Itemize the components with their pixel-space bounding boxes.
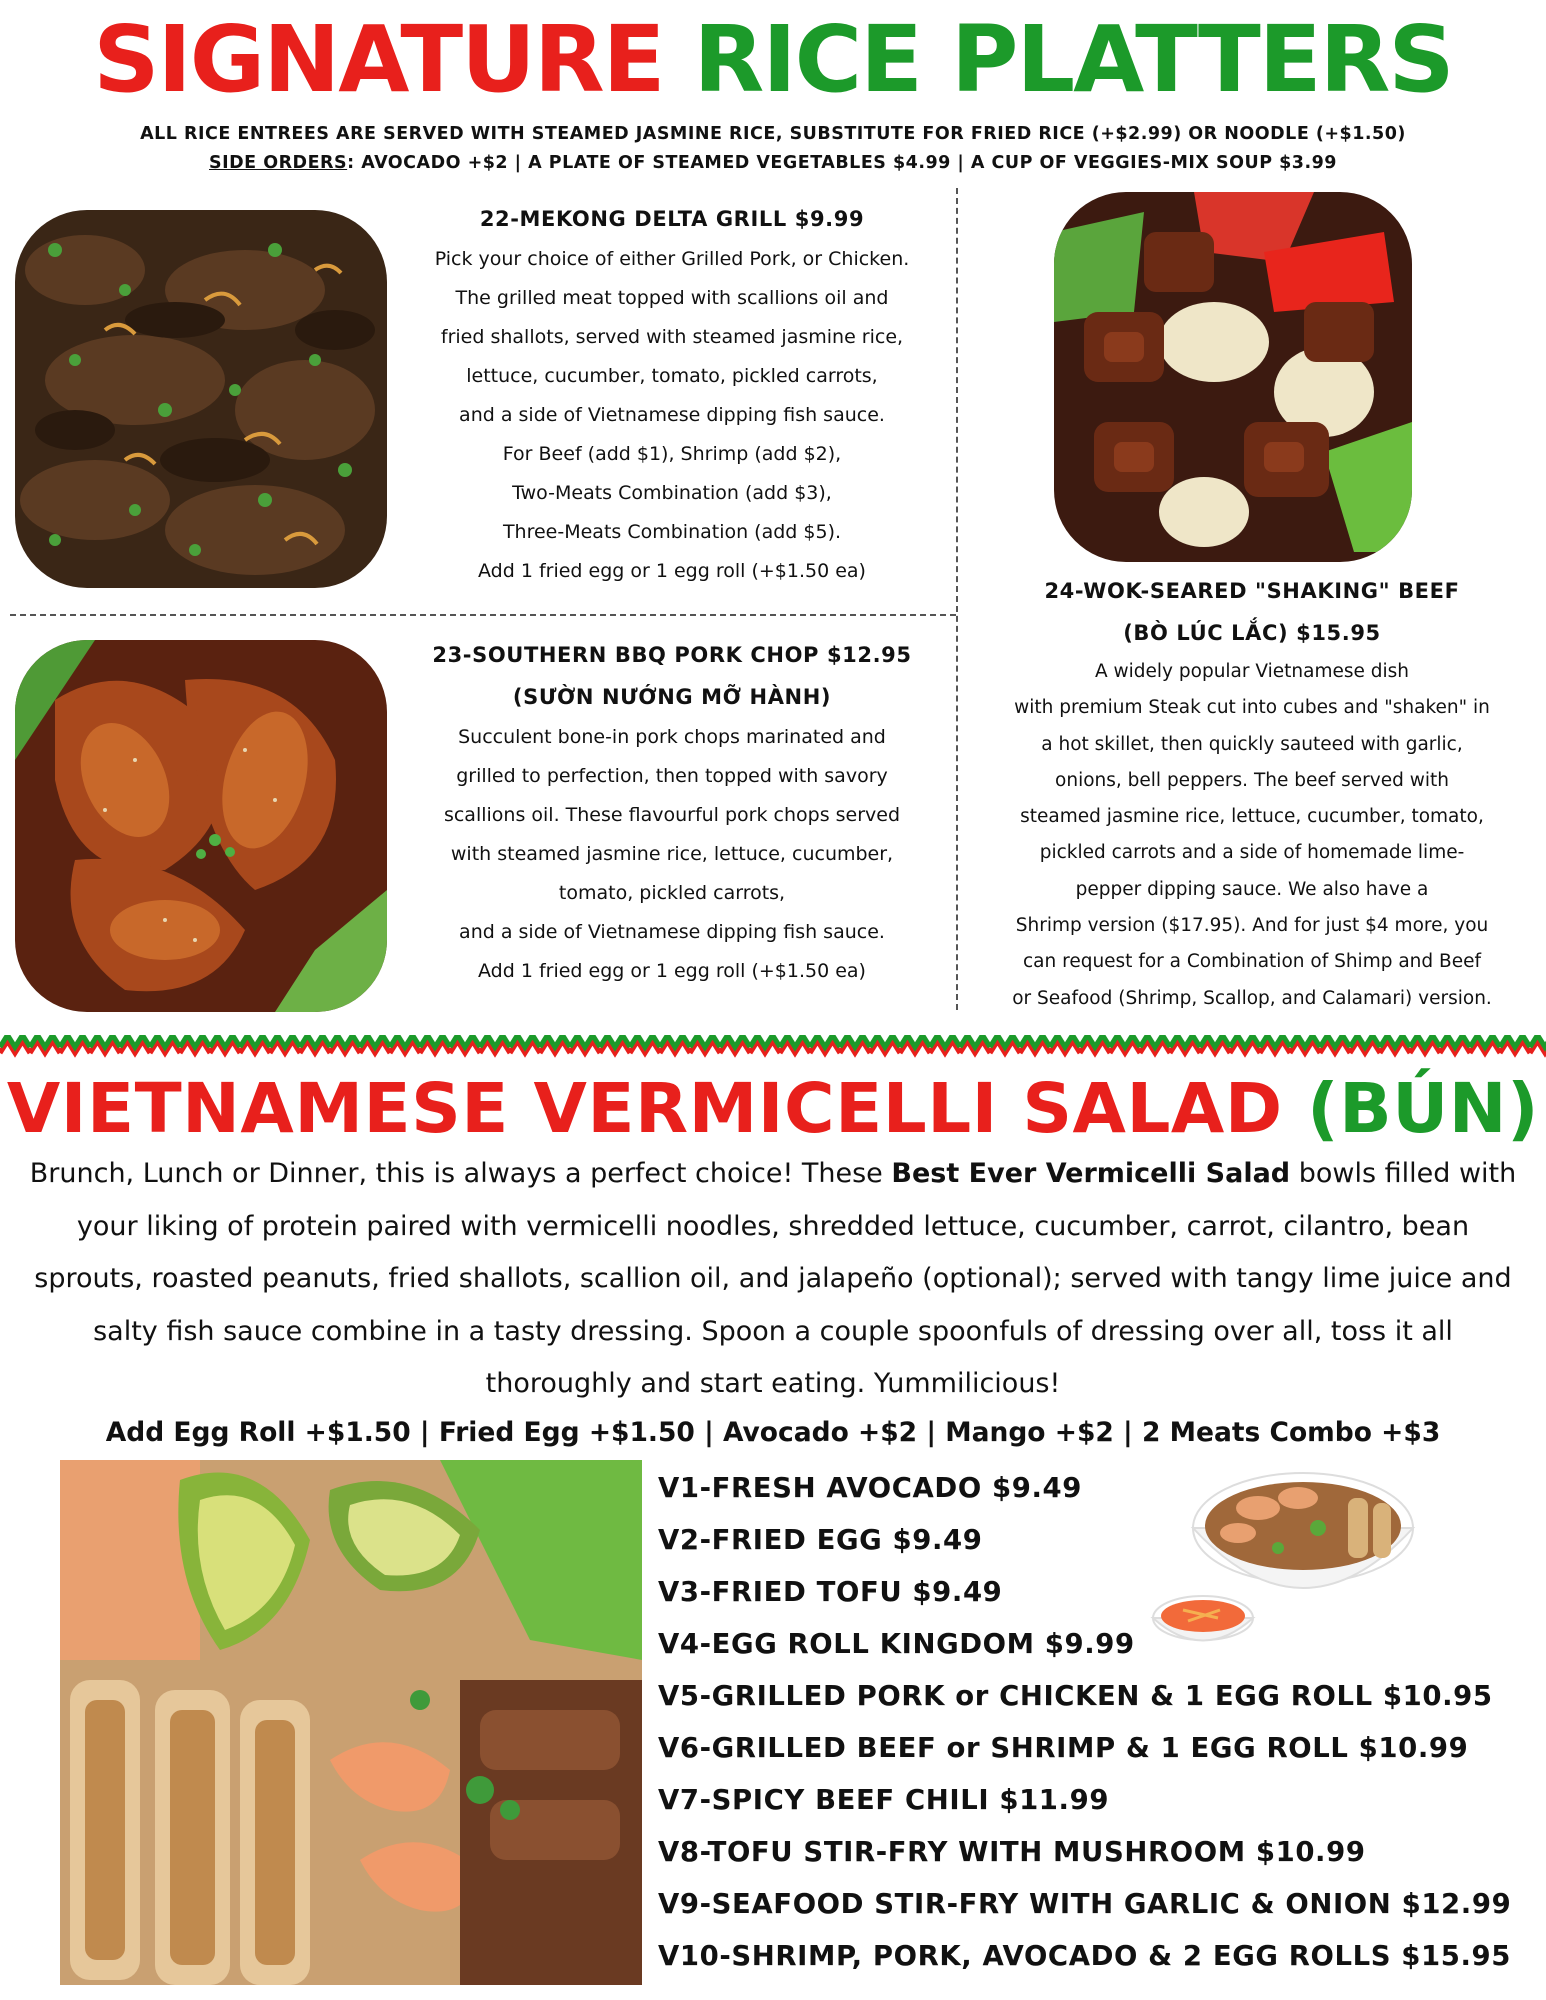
item-24-title: 24-WOK-SEARED "SHAKING" BEEF: [1044, 579, 1460, 603]
desc-line: fried shallots, served with steamed jasmine rice,: [440, 326, 904, 348]
item-24-description: [958, 654, 1546, 1017]
item-23-description: [388, 718, 956, 991]
title-signature: SIGNATURE: [93, 6, 664, 113]
desc-line: Succulent bone-in pork chops marinated and: [458, 726, 886, 748]
desc-line: lettuce, cucumber, tomato, pickled carrots,: [466, 365, 878, 387]
desc-line: Two-Meats Combination (add $3),: [512, 482, 832, 504]
desc-line: pepper dipping sauce. We also have a: [1075, 878, 1429, 900]
zigzag-divider: [0, 1035, 1546, 1059]
desc-line: Shrimp version ($17.95). And for just $4 more, you: [1015, 915, 1489, 937]
bbq-pork-chop-photo: [15, 640, 387, 1012]
menu-item-v6: V6-GRILLED BEEF or SHRIMP & 1 EGG ROLL $10.99: [658, 1732, 1469, 1764]
vermicelli-title: [0, 1060, 1546, 1158]
item-23: [388, 634, 956, 991]
vermicelli-addons: Add Egg Roll +$1.50 | Fried Egg +$1.50 | Avocado +$2 | Mango +$2 | 2 Meats Combo +$3: [105, 1417, 1441, 1448]
desc-line: can request for a Combination of Shimp and Beef: [1023, 951, 1481, 973]
menu-item-v2: V2-FRIED EGG $9.49: [658, 1524, 983, 1556]
menu-item-v5: V5-GRILLED PORK or CHICKEN & 1 EGG ROLL $10.95: [658, 1680, 1493, 1712]
vermicelli-description: [20, 1148, 1526, 1411]
side-orders-text: : AVOCADO +$2 | A PLATE OF STEAMED VEGETABLES $4.99 | A CUP OF VEGGIES-MIX SOUP $3.99: [347, 153, 1337, 173]
menu-item-v7: V7-SPICY BEEF CHILI $11.99: [658, 1784, 1110, 1816]
desc-line: and a side of Vietnamese dipping fish sauce.: [459, 921, 885, 943]
desc-line: or Seafood (Shrimp, Scallop, and Calamari) version.: [1012, 987, 1492, 1009]
vermicelli-title-bun: (BÚN): [1307, 1069, 1540, 1149]
item-22-description: [388, 240, 956, 591]
shaking-beef-photo: [1054, 192, 1412, 562]
mekong-delta-grill-photo: [15, 210, 387, 588]
para-start: Brunch, Lunch or Dinner, this is always a perfect choice! These: [29, 1158, 892, 1189]
vermicelli-menu-list: [658, 1462, 1511, 1982]
item-23-title: 23-SOUTHERN BBQ PORK CHOP $12.95: [432, 643, 912, 667]
desc-line: Pick your choice of either Grilled Pork, or Chicken.: [434, 248, 910, 270]
vermicelli-title-main: VIETNAMESE VERMICELLI SALAD: [6, 1069, 1283, 1149]
desc-line: For Beef (add $1), Shrimp (add $2),: [502, 443, 842, 465]
desc-line: with premium Steak cut into cubes and "shaken" in: [1014, 697, 1490, 719]
page-title: [0, 0, 1546, 120]
menu-item-v8: V8-TOFU STIR-FRY WITH MUSHROOM $10.99: [658, 1836, 1366, 1868]
desc-line: A widely popular Vietnamese dish: [1094, 661, 1410, 682]
menu-item-v10: V10-SHRIMP, PORK, AVOCADO & 2 EGG ROLLS $15.95: [658, 1940, 1512, 1972]
desc-line: pickled carrots and a side of homemade lime-: [1039, 842, 1465, 864]
title-rice-platters: RICE PLATTERS: [693, 6, 1453, 113]
desc-line: steamed jasmine rice, lettuce, cucumber, tomato,: [1020, 806, 1484, 828]
desc-line: with steamed jasmine rice, lettuce, cucumber,: [450, 843, 894, 865]
item-24: [958, 570, 1546, 1017]
item-22-title: 22-MEKONG DELTA GRILL $9.99: [479, 207, 865, 231]
para-bold: Best Ever Vermicelli Salad: [891, 1158, 1291, 1189]
desc-line: scallions oil. These flavourful pork chops served: [443, 804, 901, 826]
vermicelli-photo: [60, 1460, 642, 1985]
desc-line: Three-Meats Combination (add $5).: [502, 521, 842, 543]
desc-line: tomato, pickled carrots,: [558, 882, 786, 904]
desc-line: The grilled meat topped with scallions oil and: [455, 287, 889, 309]
desc-line: and a side of Vietnamese dipping fish sauce.: [459, 404, 885, 426]
rice-note: ALL RICE ENTREES ARE SERVED WITH STEAMED JASMINE RICE, SUBSTITUTE FOR FRIED RICE (+$2.99) OR NOODLE (+$1.50): [140, 124, 1406, 144]
desc-line: onions, bell peppers. The beef served with: [1055, 769, 1449, 791]
item-23-subtitle: (SƯỜN NƯỚNG MỠ HÀNH): [512, 685, 832, 709]
para-end: bowls filled with your liking of protein paired with vermicelli noodles, shredded lettuce, cucumber, carrot, cilantro, bean sprouts, roasted peanuts, fried shallots, scallion oil, and jalapeño (optional); served with tangy lime juice and salty fish sauce combine in a tasty dressing. Spoon a couple spoonfuls of dressing over all, toss it all thoroughly and start eating. Yummilicious!: [34, 1158, 1517, 1399]
menu-item-v1: V1-FRESH AVOCADO $9.49: [658, 1472, 1082, 1504]
desc-line: grilled to perfection, then topped with savory: [456, 765, 888, 787]
side-orders-label: SIDE ORDERS: [209, 153, 348, 173]
menu-item-v4: V4-EGG ROLL KINGDOM $9.99: [658, 1628, 1135, 1660]
item-24-subtitle: (BÒ LÚC LẮC) $15.95: [1123, 621, 1381, 645]
desc-line: a hot skillet, then quickly sauteed with garlic,: [1041, 733, 1463, 755]
menu-item-v9: V9-SEAFOOD STIR-FRY WITH GARLIC & ONION $12.99: [658, 1888, 1512, 1920]
side-orders-note: [0, 153, 1546, 173]
desc-line: Add 1 fried egg or 1 egg roll (+$1.50 ea): [478, 960, 866, 982]
menu-item-v3: V3-FRIED TOFU $9.49: [658, 1576, 1003, 1608]
desc-line: Add 1 fried egg or 1 egg roll (+$1.50 ea): [478, 560, 866, 582]
item-22: [388, 198, 956, 591]
row-divider: [10, 614, 956, 616]
